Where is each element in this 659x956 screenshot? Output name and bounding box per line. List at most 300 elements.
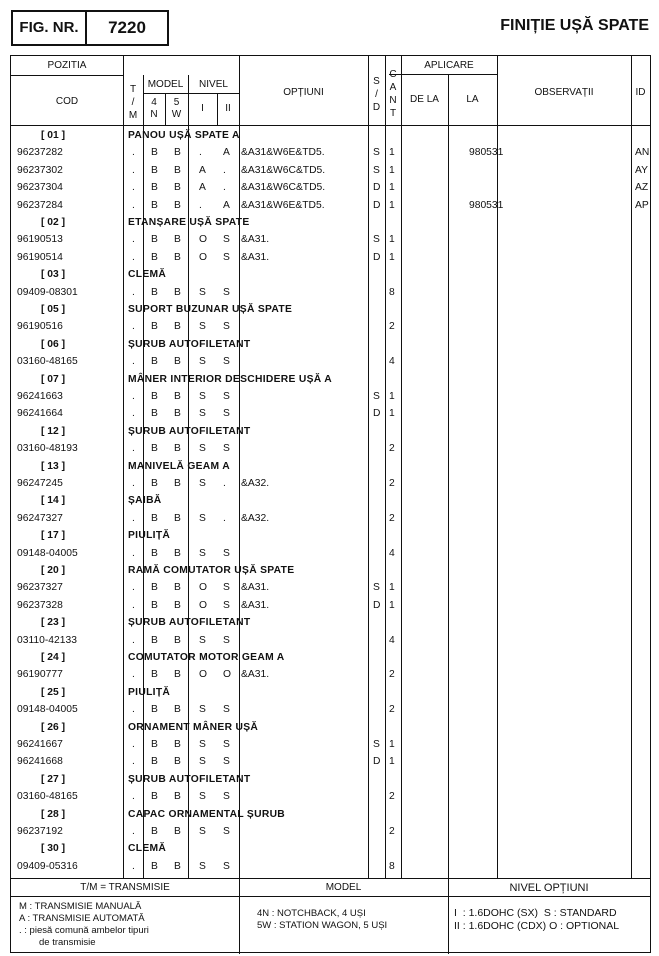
cell-m5: B [174, 478, 181, 489]
cell-n2: S [223, 860, 230, 872]
table-row [11, 859, 652, 876]
cell-m5: B [174, 512, 181, 524]
cell-n2: S [223, 391, 230, 402]
cell-m4: B [151, 547, 158, 559]
table-row [11, 476, 652, 493]
cell-sd: D [373, 756, 381, 768]
cell-n1: S [199, 547, 206, 559]
group-row [11, 459, 652, 476]
position-number: [ 23 ] [41, 617, 66, 629]
table-row [11, 511, 652, 528]
cell-n2: . [223, 478, 226, 489]
header-m: M [128, 110, 138, 121]
cell-opt: &A31. [241, 234, 270, 246]
cell-opt: &A32. [241, 478, 270, 489]
position-number: [ 20 ] [41, 565, 66, 576]
group-row [11, 841, 652, 858]
cell-tm: . [132, 512, 135, 524]
table-row [11, 145, 652, 162]
position-number: [ 14 ] [41, 495, 66, 507]
table-row [11, 737, 652, 754]
cell-sd: S [373, 391, 380, 402]
position-number: [ 07 ] [41, 373, 66, 385]
group-row [11, 615, 652, 632]
cell-n1: S [199, 756, 206, 768]
cell-m4: B [151, 251, 158, 263]
cell-cant: 1 [389, 391, 395, 402]
cell-m4: B [151, 391, 158, 402]
cell-sd: S [373, 147, 380, 159]
group-row [11, 128, 652, 145]
table-row [11, 319, 652, 336]
cell-sd: D [373, 182, 381, 194]
figure-number-box [11, 10, 169, 46]
cell-cant: 1 [389, 251, 395, 263]
table-row [11, 824, 652, 841]
part-group-name: MÂNER INTERIOR DESCHIDERE UȘĂ A [128, 373, 333, 385]
cell-tm: . [132, 182, 135, 194]
cell-m5: B [174, 234, 181, 246]
cell-cant: 1 [389, 408, 395, 420]
cell-n2: A [223, 147, 230, 159]
table-row [11, 163, 652, 180]
cell-id: AY [635, 164, 648, 176]
cell-n2: S [223, 704, 230, 716]
cell-n1: S [199, 634, 206, 646]
cell-cant: 2 [389, 321, 395, 333]
cell-m4: B [151, 147, 158, 159]
cell-cant: 2 [389, 791, 395, 803]
cell-n1: S [199, 443, 206, 455]
group-row [11, 372, 652, 389]
cell-sd: S [373, 164, 380, 176]
cell-cant: 2 [389, 478, 395, 489]
header-slash: / [131, 97, 135, 108]
table-row [11, 250, 652, 267]
cell-m4: B [151, 234, 158, 246]
cell-m5: B [174, 286, 181, 298]
header-la: LA [466, 94, 479, 105]
cell-m5: B [174, 443, 181, 455]
cell-cant: 2 [389, 512, 395, 524]
cell-n1: S [199, 704, 206, 716]
cell-opt: &A31. [241, 599, 270, 611]
footer-tm-line-2: A : TRANSMISIE AUTOMATĂ [19, 913, 145, 924]
cell-n2: S [223, 321, 230, 333]
cell-cod: 96241667 [17, 739, 63, 750]
cell-cod: 96237282 [17, 147, 63, 159]
table-row [11, 546, 652, 563]
group-row [11, 563, 652, 580]
cell-n2: S [223, 234, 230, 246]
cell-m4: B [151, 478, 158, 489]
footer-tm-title: T/M = TRANSMISIE [80, 882, 170, 893]
cell-n1: O [199, 599, 208, 611]
cell-n1: S [199, 286, 206, 298]
cell-m5: B [174, 791, 181, 803]
footer-nivel-line-2: II : 1.6DOHC (CDX) O : OPTIONAL [454, 920, 620, 932]
rule-pozitia [11, 75, 123, 76]
table-row [11, 598, 652, 615]
cell-cant: 1 [389, 234, 395, 246]
rule-footer-title [11, 896, 650, 897]
cell-cod: 03110-42133 [17, 634, 77, 646]
cell-tm: . [132, 147, 135, 159]
header-cant-n: N [389, 95, 397, 106]
position-number: [ 28 ] [41, 808, 66, 820]
part-group-name: ȘAIBĂ [128, 495, 162, 507]
group-row [11, 685, 652, 702]
cell-n2: S [223, 739, 230, 750]
group-row [11, 267, 652, 284]
cell-n2: S [223, 408, 230, 420]
group-row [11, 302, 652, 319]
rule-footer-top [11, 878, 650, 879]
cell-n2: S [223, 286, 230, 298]
cell-m5: B [174, 547, 181, 559]
cell-n2: . [223, 512, 226, 524]
page-title: FINIȚIE UȘĂ SPATE [500, 17, 649, 34]
cell-m5: B [174, 391, 181, 402]
cell-n2: S [223, 599, 230, 611]
cell-tm: . [132, 860, 135, 872]
cell-m4: B [151, 164, 158, 176]
header-cant-c: C [389, 69, 397, 80]
cell-m4: B [151, 860, 158, 872]
cell-cant: 8 [389, 286, 395, 298]
cell-m5: B [174, 704, 181, 716]
cell-m4: B [151, 182, 158, 194]
cell-cod: 96237302 [17, 164, 63, 176]
position-number: [ 01 ] [41, 130, 66, 141]
table-row [11, 754, 652, 771]
cell-opt: &A31&W6E&TD5. [241, 199, 325, 211]
group-row [11, 650, 652, 667]
cell-m4: B [151, 599, 158, 611]
part-group-name: ȘURUB AUTOFILETANT [128, 338, 251, 350]
cell-sd: D [373, 408, 381, 420]
table-row [11, 702, 652, 719]
cell-n2: S [223, 791, 230, 803]
part-group-name: PIULIȚĂ [128, 686, 171, 698]
cell-tm: . [132, 391, 135, 402]
cell-m4: B [151, 704, 158, 716]
cell-tm: . [132, 599, 135, 611]
cell-cod: 96247327 [17, 512, 63, 524]
cell-n1: . [199, 147, 202, 159]
cell-m5: B [174, 251, 181, 263]
table-row [11, 667, 652, 684]
cell-cant: 1 [389, 756, 395, 768]
position-number: [ 27 ] [41, 773, 66, 785]
table-row [11, 406, 652, 423]
cell-cod: 03160-48193 [17, 443, 78, 455]
cell-n2: O [223, 669, 232, 681]
cell-tm: . [132, 704, 135, 716]
cell-m4: B [151, 739, 158, 750]
cell-m5: B [174, 408, 181, 420]
header-cant-a: A [389, 82, 397, 93]
cell-tm: . [132, 669, 135, 681]
cell-cant: 2 [389, 704, 395, 716]
part-group-name: RAMĂ COMUTATOR UȘĂ SPATE [128, 565, 295, 576]
cell-cod: 96190513 [17, 234, 63, 246]
group-row [11, 772, 652, 789]
cell-id: AZ [635, 182, 649, 194]
cell-m4: B [151, 512, 158, 524]
cell-sd: D [373, 599, 381, 611]
cell-tm: . [132, 443, 135, 455]
cell-cant: 1 [389, 199, 395, 211]
header-observatii: OBSERVAȚII [534, 87, 594, 98]
cell-n1: O [199, 251, 208, 263]
cell-n1: S [199, 826, 206, 837]
cell-m5: B [174, 356, 181, 368]
footer-tm-line-4: de transmisie [39, 937, 96, 948]
cell-n1: A [199, 182, 206, 194]
part-group-name: PIULIȚĂ [128, 530, 171, 542]
footer-nivel-title: NIVEL OPȚIUNI [509, 882, 589, 894]
cell-cod: 09409-05316 [17, 860, 78, 872]
part-group-name: CLEMĂ [128, 269, 167, 281]
cell-n2: S [223, 443, 230, 455]
cell-n1: S [199, 321, 206, 333]
cell-cant: 1 [389, 599, 395, 611]
part-group-name: ȘURUB AUTOFILETANT [128, 773, 251, 785]
cell-sd: S [373, 234, 380, 246]
cell-cod: 03160-48165 [17, 356, 78, 368]
header-sd-d: D [372, 102, 381, 113]
cell-tm: . [132, 234, 135, 246]
cell-m5: B [174, 860, 181, 872]
cell-m5: B [174, 182, 181, 194]
cell-tm: . [132, 634, 135, 646]
position-number: [ 12 ] [41, 425, 66, 437]
cell-n2: . [223, 164, 226, 176]
cell-sd: D [373, 251, 381, 263]
cell-n2: . [223, 182, 226, 194]
group-row [11, 807, 652, 824]
position-number: [ 02 ] [41, 217, 66, 228]
cell-cod: 09148-04005 [17, 704, 78, 716]
cell-n2: S [223, 826, 230, 837]
cell-tm: . [132, 251, 135, 263]
cell-m5: B [174, 826, 181, 837]
header-model-5: 5 [173, 97, 180, 108]
table-row [11, 389, 652, 406]
header-sd-slash: / [375, 89, 378, 100]
part-group-name: SUPORT BUZUNAR UȘĂ SPATE [128, 304, 293, 315]
cell-n1: S [199, 356, 206, 368]
cell-m4: B [151, 756, 158, 768]
group-row [11, 528, 652, 545]
cell-m4: B [151, 321, 158, 333]
rule-model-nivel [143, 93, 239, 94]
cell-cod: 96241663 [17, 391, 63, 402]
cell-cant: 2 [389, 826, 395, 837]
cell-n1: O [199, 669, 208, 681]
group-row [11, 215, 652, 232]
header-id: ID [635, 87, 646, 98]
position-number: [ 25 ] [41, 686, 66, 698]
position-number: [ 05 ] [41, 304, 66, 315]
parts-table [10, 55, 651, 953]
cell-id: AP [635, 199, 649, 211]
table-row [11, 232, 652, 249]
cell-n2: S [223, 547, 230, 559]
group-row [11, 424, 652, 441]
table-row [11, 789, 652, 806]
cell-n2: S [223, 582, 230, 594]
cell-la: 980531 [469, 199, 504, 211]
cell-cod: 96237327 [17, 582, 63, 594]
header-nivel: NIVEL [199, 79, 228, 90]
cell-opt: &A31. [241, 251, 270, 263]
cell-cant: 1 [389, 582, 395, 594]
rule-header-bottom [11, 125, 650, 126]
table-row [11, 580, 652, 597]
cell-n1: A [199, 164, 206, 176]
cell-n1: S [199, 391, 206, 402]
cell-tm: . [132, 756, 135, 768]
cell-n2: S [223, 251, 230, 263]
cell-id: AN [635, 147, 650, 159]
cell-cant: 8 [389, 860, 395, 872]
cell-tm: . [132, 408, 135, 420]
cell-tm: . [132, 478, 135, 489]
cell-m4: B [151, 199, 158, 211]
cell-cant: 1 [389, 147, 395, 159]
position-number: [ 17 ] [41, 530, 66, 542]
cell-opt: &A31&W6C&TD5. [241, 164, 326, 176]
cell-cod: 96241664 [17, 408, 63, 420]
cell-n1: . [199, 199, 202, 211]
cell-tm: . [132, 199, 135, 211]
cell-sd: D [373, 199, 381, 211]
cell-n1: S [199, 791, 206, 803]
cell-m4: B [151, 826, 158, 837]
cell-m4: B [151, 791, 158, 803]
cell-cod: 96190777 [17, 669, 63, 681]
footer-tm-line-3: . : piesă comună ambelor tipuri [19, 925, 149, 936]
cell-cod: 09409-08301 [17, 286, 78, 298]
cell-n1: O [199, 234, 208, 246]
footer-model-line-1: 4N : NOTCHBACK, 4 UȘI [257, 908, 366, 919]
header-model-n: N [150, 109, 158, 120]
header-pozitia: POZITIA [47, 60, 87, 71]
cell-cod: 96237304 [17, 182, 63, 194]
cell-cant: 1 [389, 164, 395, 176]
position-number: [ 30 ] [41, 843, 66, 855]
part-group-name: CLEMĂ [128, 843, 167, 855]
cell-cant: 4 [389, 634, 395, 646]
cell-cod: 96237284 [17, 199, 63, 211]
position-number: [ 26 ] [41, 721, 66, 733]
header-cant-t: T [389, 108, 397, 119]
cell-m4: B [151, 582, 158, 594]
table-row [11, 198, 652, 215]
cell-n2: S [223, 634, 230, 646]
cell-tm: . [132, 321, 135, 333]
cell-n2: S [223, 356, 230, 368]
header-aplicare: APLICARE [424, 60, 474, 71]
position-number: [ 03 ] [41, 269, 66, 281]
position-number: [ 13 ] [41, 460, 66, 472]
cell-tm: . [132, 286, 135, 298]
table-row [11, 633, 652, 650]
cell-m5: B [174, 199, 181, 211]
table-row [11, 354, 652, 371]
cell-cant: 1 [389, 182, 395, 194]
cell-m5: B [174, 582, 181, 594]
cell-tm: . [132, 164, 135, 176]
cell-m4: B [151, 634, 158, 646]
cell-tm: . [132, 547, 135, 559]
part-group-name: PANOU UȘĂ SPATE A [128, 130, 240, 141]
table-row [11, 180, 652, 197]
header-cod: COD [55, 96, 79, 107]
cell-cod: 96190514 [17, 251, 63, 263]
cell-n1: S [199, 739, 206, 750]
header-dela: DE LA [410, 94, 439, 105]
header-optiuni: OPȚIUNI [283, 87, 324, 98]
cell-m4: B [151, 286, 158, 298]
cell-m5: B [174, 147, 181, 159]
cell-sd: S [373, 739, 380, 750]
cell-n2: A [223, 199, 230, 211]
cell-cod: 96247245 [17, 478, 63, 489]
cell-tm: . [132, 739, 135, 750]
footer-model-title: MODEL [325, 882, 362, 893]
cell-opt: &A31&W6C&TD5. [241, 182, 326, 194]
cell-opt: &A31. [241, 582, 270, 594]
footer-nivel-line-1: I : 1.6DOHC (SX) S : STANDARD [454, 907, 617, 919]
cell-cod: 03160-48165 [17, 791, 78, 803]
footer-tm-line-1: M : TRANSMISIE MANUALĂ [19, 901, 142, 912]
cell-n1: S [199, 478, 206, 489]
group-row [11, 493, 652, 510]
cell-cod: 09148-04005 [17, 547, 78, 559]
cell-m4: B [151, 669, 158, 681]
cell-opt: &A32. [241, 512, 270, 524]
table-row [11, 285, 652, 302]
cell-cod: 96237192 [17, 826, 63, 837]
cell-m5: B [174, 669, 181, 681]
header-nivel-ii: II [225, 103, 231, 114]
cell-m5: B [174, 739, 181, 750]
cell-opt: &A31. [241, 669, 270, 681]
part-group-name: ȘURUB AUTOFILETANT [128, 425, 251, 437]
cell-m5: B [174, 756, 181, 768]
cell-cant: 4 [389, 356, 395, 368]
header-nivel-i: I [201, 103, 204, 114]
header-model-4: 4 [151, 97, 157, 108]
cell-m5: B [174, 321, 181, 333]
part-group-name: MANIVELĂ GEAM A [128, 460, 230, 472]
group-row [11, 337, 652, 354]
cell-sd: S [373, 582, 380, 594]
header-model: MODEL [147, 79, 184, 90]
position-number: [ 24 ] [41, 652, 66, 663]
cell-m4: B [151, 408, 158, 420]
table-row [11, 441, 652, 458]
cell-n2: S [223, 756, 230, 768]
cell-tm: . [132, 582, 135, 594]
figure-number: 7220 [108, 18, 146, 37]
header-sd-s: S [373, 76, 380, 87]
cell-cant: 2 [389, 669, 395, 681]
cell-m4: B [151, 356, 158, 368]
